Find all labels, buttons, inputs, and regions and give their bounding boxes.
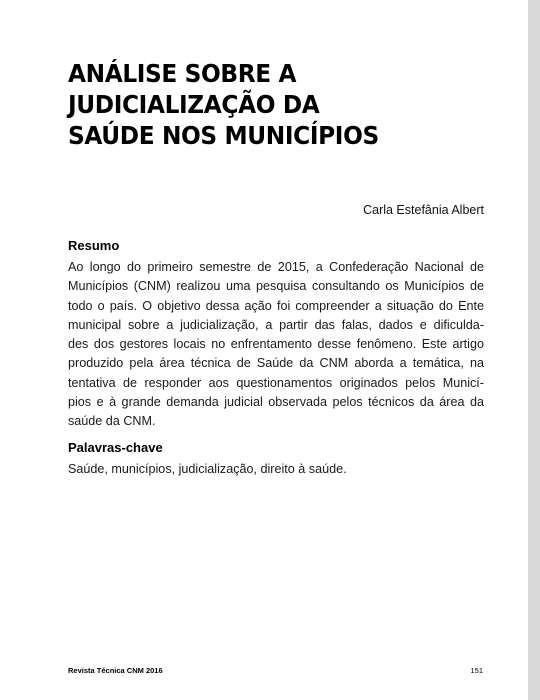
article-title-line: JUDICIALIZAÇÃO DA bbox=[68, 90, 320, 119]
abstract-line: des dos gestores locais no enfrentamento desse fenômeno. Este artigo bbox=[68, 337, 484, 352]
abstract-line: produzido pela área técnica de Saúde da CNM aborda a temática, na bbox=[68, 356, 484, 371]
abstract-line: pios e à grande demanda judicial observada pelos técnicos da área da bbox=[68, 395, 484, 410]
article-title-line: ANÁLISE SOBRE A bbox=[68, 59, 297, 88]
footer-page-number: 151 bbox=[470, 666, 483, 675]
keywords-text: Saúde, municípios, judicialização, direito à saúde. bbox=[68, 462, 347, 476]
abstract-heading: Resumo bbox=[68, 238, 120, 253]
abstract-line: todo o país. O objetivo dessa ação foi compreender a situação do Ente bbox=[68, 298, 484, 313]
abstract-line: tentativa de responder aos questionamentos originados pelos Municí- bbox=[68, 375, 484, 390]
article-title bbox=[68, 58, 459, 151]
keywords-heading: Palavras-chave bbox=[68, 440, 163, 455]
abstract-line: Municípios (CNM) realizou uma pesquisa consultando os Municípios de bbox=[68, 279, 484, 294]
abstract-line: Ao longo do primeiro semestre de 2015, a Confederação Nacional de bbox=[68, 260, 484, 274]
abstract-body bbox=[68, 258, 484, 432]
article-title-line: SAÚDE NOS MUNICÍPIOS bbox=[68, 121, 379, 150]
article-author: Carla Estefânia Albert bbox=[363, 203, 484, 217]
footer-journal-name: Revista Técnica CNM 2016 bbox=[68, 666, 163, 675]
abstract-line: saúde da CNM. bbox=[68, 414, 156, 429]
abstract-line: municipal sobre a judicialização, a partir das falas, dados e dificulda- bbox=[68, 317, 484, 332]
